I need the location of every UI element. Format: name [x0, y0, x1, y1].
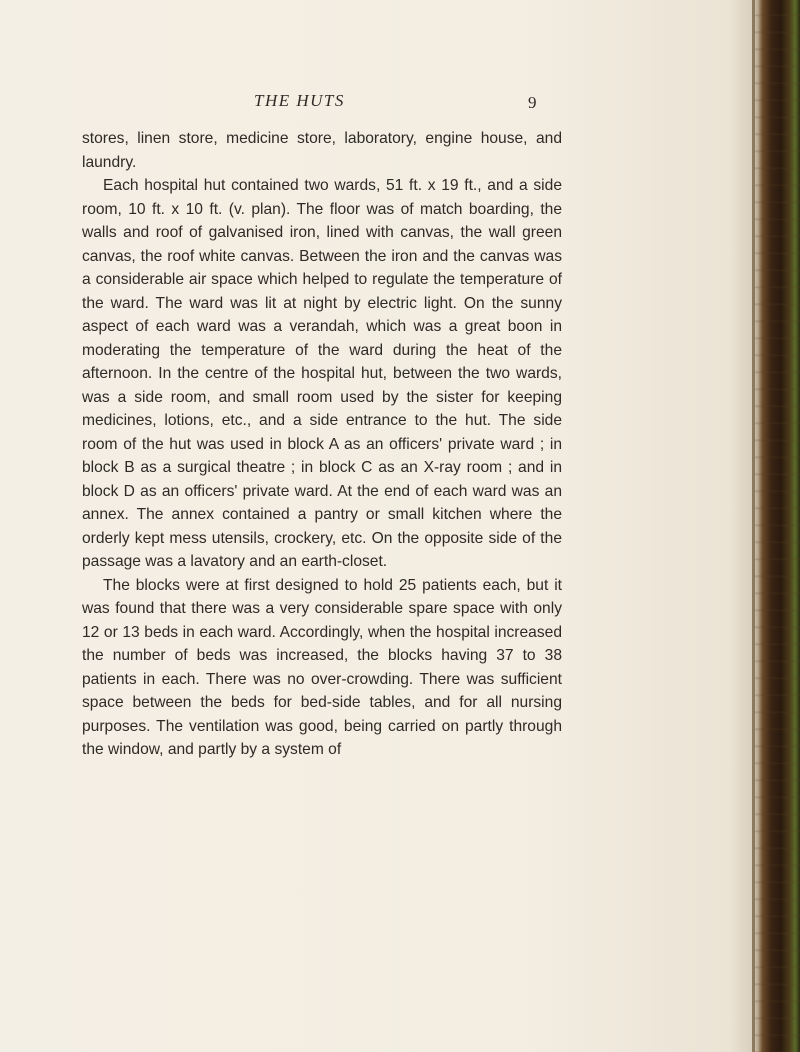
running-title: THE HUTS — [254, 91, 345, 110]
body-text — [82, 127, 562, 762]
page-number: 9 — [528, 93, 537, 112]
paragraph-hut-description: Each hospital hut contained two wards, 51 ft. x 19 ft., and a side room, 10 ft. x 10 ft. (v. plan). The floor was of match boarding, the walls and roof of galvanised iron, lined with canvas, the wall green canvas, the roof white canvas. Between the iron and the canvas was a considerable air space which helped to regulate the temperature of the ward. The ward was lit at night by electric light. On the sunny aspect of each ward was a verandah, which was a great boon in moderating the temperature of the ward during the heat of the afternoon. In the centre of the hospital hut, between the two wards, was a side room, and small room used by the sister for keeping medicines, lotions, etc., and a side entrance to the hut. The side room of the hut was used in block A as an officers' private ward ; in block B as a surgical theatre ; in block C as an X-ray room ; and in block D as an officers' private ward. At the end of each ward was an annex. The annex contained a pantry or small kitchen where the orderly kept mess utensils, crockery, etc. On the opposite side of the passage was a lavatory and an earth-closet. — [82, 177, 562, 570]
page-edge — [752, 0, 755, 1052]
book-spine — [752, 0, 800, 1052]
paragraph-blocks-capacity: The blocks were at first designed to hold 25 patients each, but it was found that there was a very considerable spare space with only 12 or 13 beds in each ward. Accordingly, when the hospital increased the number of beds was increased, the blocks having 37 to 38 patients in each. There was no over-crowding. There was sufficient space between the beds for bed-side tables, and for all nursing purposes. The ventilation was good, being carried on partly through the window, and partly by a system of — [82, 576, 562, 758]
paragraph-continued: stores, linen store, medicine store, laboratory, engine house, and laundry. — [82, 130, 562, 171]
page-header — [0, 91, 752, 117]
